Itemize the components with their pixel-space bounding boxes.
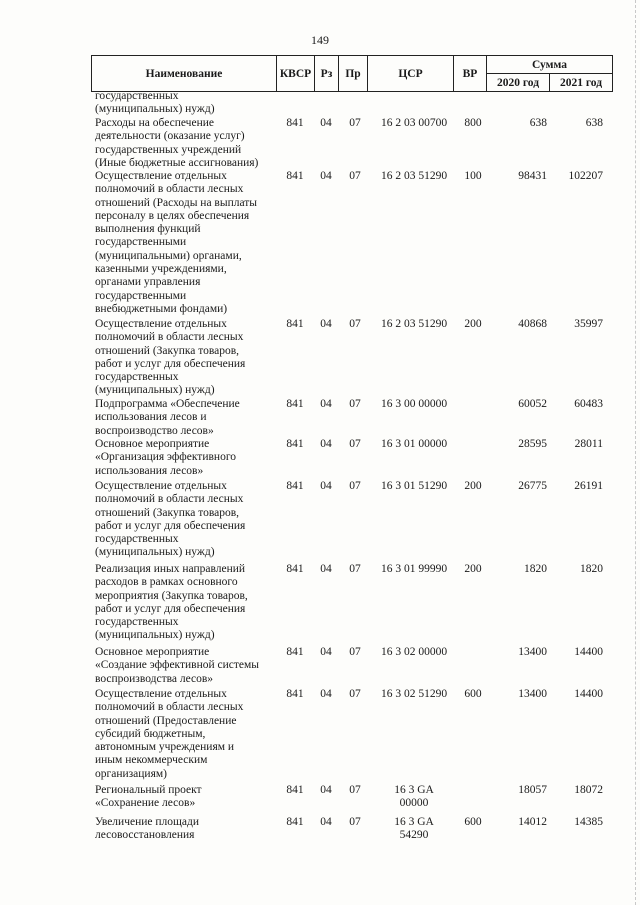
row-kvsr: 841 — [286, 646, 304, 658]
row-csr: 16 3 GA 00000 — [394, 784, 434, 810]
row-name: Основное мероприятие «Создание эффективной системы воспроизводства лесов» — [95, 646, 260, 685]
row-kvsr: 841 — [286, 688, 304, 700]
header-kvsr: КВСР — [277, 56, 315, 92]
row-pr: 07 — [349, 170, 361, 182]
row-csr: 16 2 03 00700 — [380, 117, 448, 129]
row-rz: 04 — [320, 784, 332, 796]
row-pr: 07 — [349, 318, 361, 330]
row-sum-2021: 14385 — [574, 816, 603, 828]
row-vr: 200 — [464, 480, 482, 492]
row-vr: 200 — [464, 563, 482, 575]
row-csr: 16 3 01 99990 — [380, 563, 448, 575]
row-name: Расходы на обеспечение деятельности (оказание услуг) государственных учреждений (Иные бюджетные ассигнования) — [95, 117, 259, 169]
row-vr: 100 — [464, 170, 482, 182]
row-rz: 04 — [320, 117, 332, 129]
row-kvsr: 841 — [286, 480, 304, 492]
row-sum-2020: 13400 — [518, 646, 547, 658]
row-pr: 07 — [349, 480, 361, 492]
page-number: 149 — [311, 33, 329, 47]
row-vr: 600 — [464, 816, 482, 828]
row-csr: 16 3 02 51290 — [380, 688, 448, 700]
row-rz: 04 — [320, 688, 332, 700]
row-name: Региональный проект «Сохранение лесов» — [95, 784, 202, 810]
row-sum-2020: 28595 — [518, 438, 547, 450]
row-sum-2020: 14012 — [518, 816, 547, 828]
row-sum-2021: 14400 — [574, 688, 603, 700]
row-name: Осуществление отдельных полномочий в области лесных отношений (Расходы на выплаты персоналу в целях обеспечения выполнения функций государственными (муниципальными) органами, казенными учреждениями, органами управления государственными внебюджетными фондами) — [95, 170, 258, 315]
header-rz: Рз — [315, 56, 339, 92]
header-vr: ВР — [454, 56, 487, 92]
row-kvsr: 841 — [286, 784, 304, 796]
row-sum-2021: 26191 — [574, 480, 603, 492]
row-rz: 04 — [320, 398, 332, 410]
row-name: Осуществление отдельных полномочий в области лесных отношений (Закупка товаров, работ и услуг для обеспечения государственных (муниципальных) нужд) — [95, 480, 246, 559]
row-csr: 16 2 03 51290 — [380, 170, 448, 182]
row-rz: 04 — [320, 646, 332, 658]
row-kvsr: 841 — [286, 563, 304, 575]
row-sum-2021: 28011 — [574, 438, 603, 450]
row-sum-2020: 1820 — [524, 563, 547, 575]
row-name: Основное мероприятие «Организация эффективного использования лесов» — [95, 438, 236, 477]
row-pr: 07 — [349, 398, 361, 410]
row-pr: 07 — [349, 688, 361, 700]
row-csr: 16 3 01 51290 — [380, 480, 448, 492]
header-sum: Сумма — [487, 56, 613, 74]
row-kvsr: 841 — [286, 438, 304, 450]
row-sum-2021: 60483 — [574, 398, 603, 410]
row-rz: 04 — [320, 480, 332, 492]
row-kvsr: 841 — [286, 816, 304, 828]
row-sum-2020: 40868 — [518, 318, 547, 330]
row-sum-2020: 13400 — [518, 688, 547, 700]
row-rz: 04 — [320, 170, 332, 182]
row-pr: 07 — [349, 563, 361, 575]
row-sum-2020: 18057 — [518, 784, 547, 796]
row-sum-2021: 35997 — [574, 318, 603, 330]
row-kvsr: 841 — [286, 117, 304, 129]
row-kvsr: 841 — [286, 318, 304, 330]
row-name: Осуществление отдельных полномочий в области лесных отношений (Предоставление субсидий бюджетным, автономным учреждениям и иным некоммерческим организациям) — [95, 688, 244, 780]
row-name: Увеличение площади лесовосстановления — [95, 816, 199, 842]
row-csr: 16 3 GA 54290 — [394, 816, 434, 842]
row-vr: 600 — [464, 688, 482, 700]
row-pr: 07 — [349, 646, 361, 658]
row-vr: 800 — [464, 117, 482, 129]
row-name: Реализация иных направлений расходов в рамках основного мероприятия (Закупка товаров, работ и услуг для обеспечения государственных (муниципальных) нужд) — [95, 563, 248, 642]
scan-edge — [634, 0, 636, 905]
row-pr: 07 — [349, 784, 361, 796]
row-sum-2021: 1820 — [580, 563, 603, 575]
row-vr: 200 — [464, 318, 482, 330]
row-sum-2020: 60052 — [518, 398, 547, 410]
row-name: Подпрограмма «Обеспечение использования лесов и воспроизводство лесов» — [95, 398, 240, 437]
row-sum-2020: 26775 — [518, 480, 547, 492]
row-csr: 16 3 02 00000 — [380, 646, 448, 658]
row-csr: 16 3 00 00000 — [380, 398, 448, 410]
row-name: Осуществление отдельных полномочий в области лесных отношений (Закупка товаров, работ и услуг для обеспечения государственных (муниципальных) нужд) — [95, 318, 246, 397]
row-rz: 04 — [320, 318, 332, 330]
row-name: государственных (муниципальных) нужд) — [95, 90, 215, 116]
row-pr: 07 — [349, 816, 361, 828]
row-rz: 04 — [320, 563, 332, 575]
table-header — [91, 55, 612, 92]
row-sum-2021: 638 — [585, 117, 603, 129]
row-kvsr: 841 — [286, 398, 304, 410]
row-sum-2020: 98431 — [518, 170, 547, 182]
row-rz: 04 — [320, 816, 332, 828]
row-kvsr: 841 — [286, 170, 304, 182]
row-sum-2021: 14400 — [574, 646, 603, 658]
row-sum-2020: 638 — [529, 117, 547, 129]
header-2020: 2020 год — [487, 74, 550, 92]
header-name: Наименование — [92, 56, 277, 92]
row-sum-2021: 102207 — [568, 170, 603, 182]
header-csr: ЦСР — [368, 56, 454, 92]
header-pr: Пр — [339, 56, 368, 92]
row-csr: 16 3 01 00000 — [380, 438, 448, 450]
row-pr: 07 — [349, 117, 361, 129]
row-rz: 04 — [320, 438, 332, 450]
row-sum-2021: 18072 — [574, 784, 603, 796]
row-pr: 07 — [349, 438, 361, 450]
header-2021: 2021 год — [550, 74, 613, 92]
row-csr: 16 2 03 51290 — [380, 318, 448, 330]
